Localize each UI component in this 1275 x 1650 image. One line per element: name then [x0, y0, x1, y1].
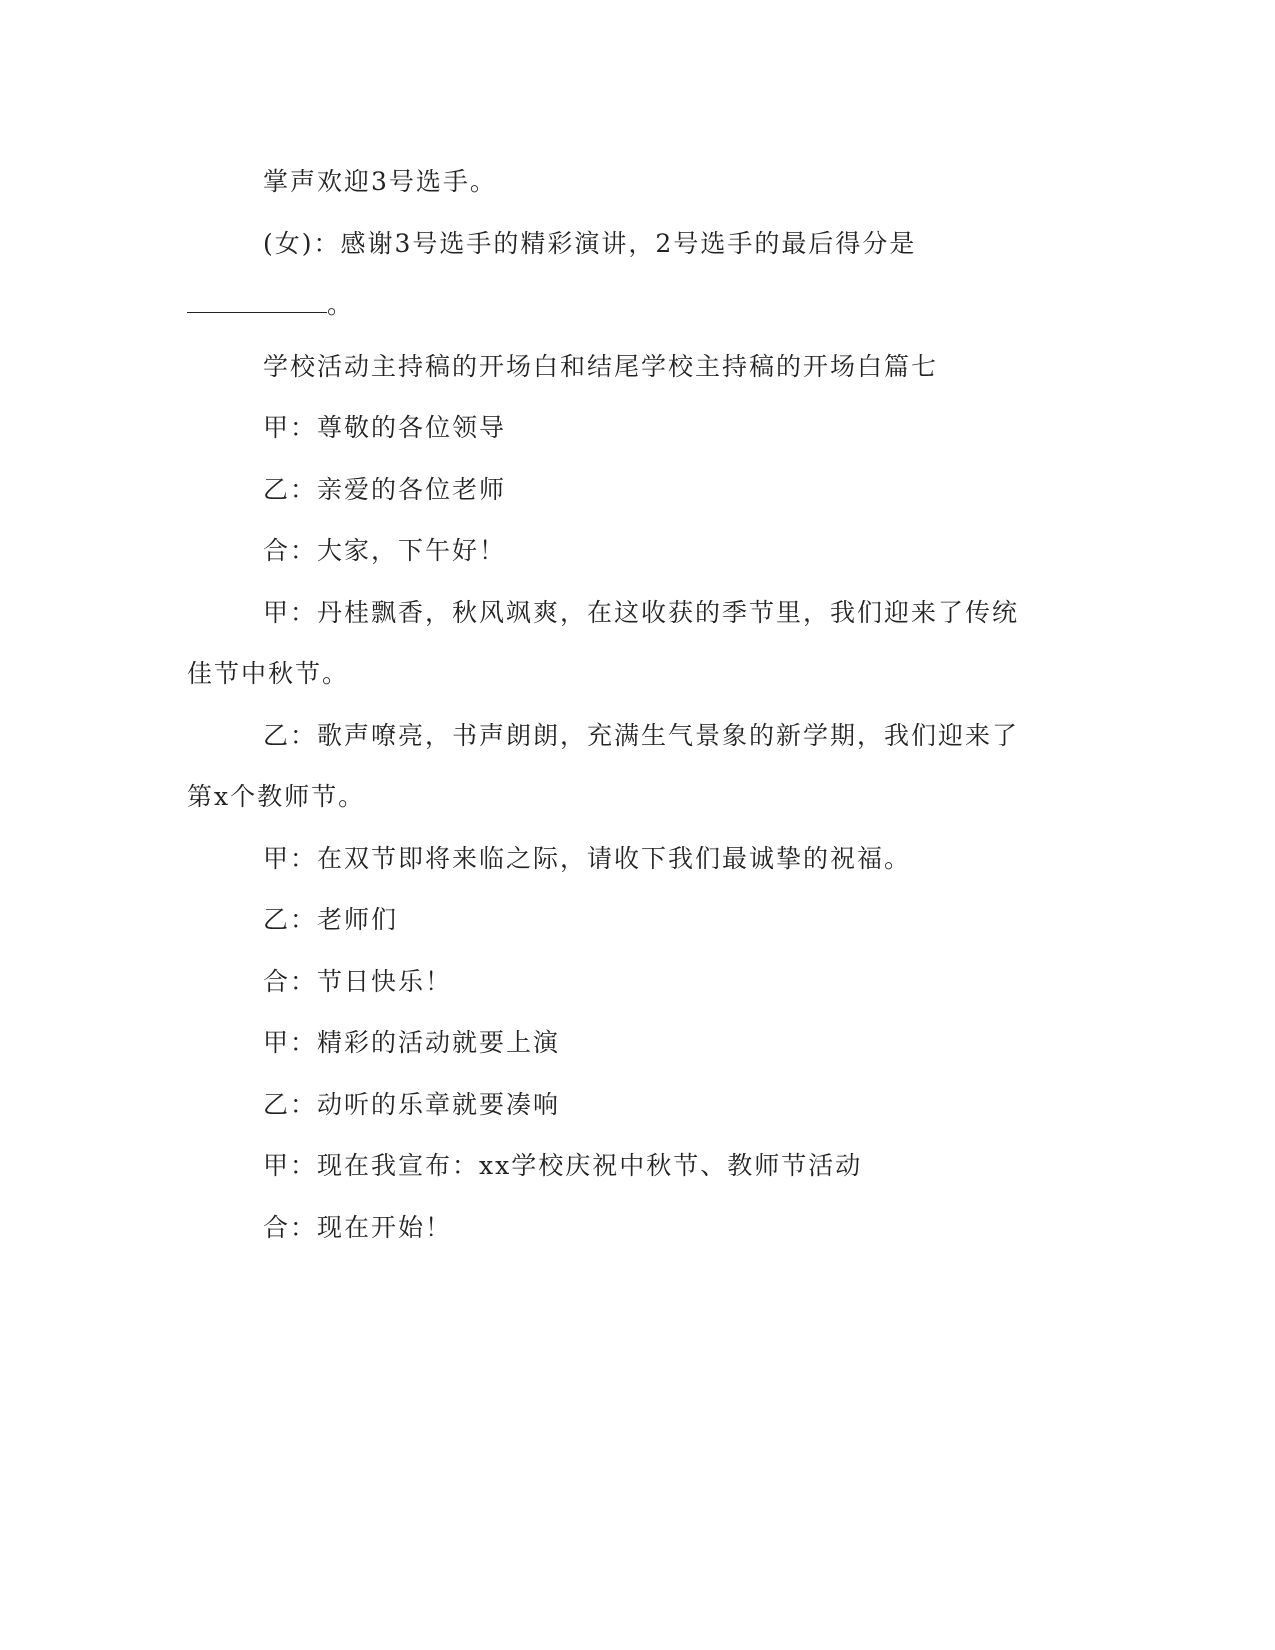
paragraph-line	[187, 654, 1067, 716]
line-text: 乙：动听的乐章就要凑响	[263, 1089, 561, 1119]
paragraph-line	[187, 162, 1067, 224]
paragraph-line	[187, 224, 1067, 286]
line-text: 合：现在开始！	[263, 1212, 453, 1242]
line-text: 甲：尊敬的各位领导	[263, 413, 507, 442]
paragraph-line	[187, 716, 1067, 778]
paragraph-line	[187, 777, 1067, 839]
paragraph-line	[187, 1146, 1067, 1208]
line-text: 合：大家，下午好！	[263, 536, 507, 565]
paragraph-line	[187, 593, 1067, 655]
heading-text: 学校活动主持稿的开场白和结尾学校主持稿的开场白篇七	[263, 351, 939, 381]
paragraph-line	[187, 470, 1067, 532]
paragraph-line	[187, 962, 1067, 1024]
paragraph-line	[187, 1208, 1067, 1270]
line-text: 甲：在双节即将来临之际，请收下我们最诚挚的祝福。	[263, 843, 912, 873]
document-body	[187, 162, 1067, 1269]
section-heading	[187, 347, 1067, 409]
line-text: (女)：感谢3号选手的精彩演讲，2号选手的最后得分是	[263, 228, 917, 258]
line-text: 乙：亲爱的各位老师	[263, 474, 507, 504]
line-text: 第x个教师节。	[187, 782, 366, 811]
line-text: 乙：歌声嘹亮，书声朗朗，充满生气景象的新学期，我们迎来了	[263, 720, 1020, 750]
line-text: 乙：老师们	[263, 905, 399, 934]
paragraph-line	[187, 531, 1067, 593]
paragraph-line	[187, 1085, 1067, 1147]
line-text: 甲：丹桂飘香，秋风飒爽，在这收获的季节里，我们迎来了传统	[263, 597, 1020, 627]
line-text: 甲：精彩的活动就要上演	[263, 1028, 561, 1057]
paragraph-line	[187, 285, 1067, 347]
line-text: 佳节中秋节。	[187, 659, 350, 688]
fill-in-blank	[187, 290, 327, 313]
line-text: 。	[327, 290, 355, 319]
paragraph-line	[187, 408, 1067, 470]
paragraph-line	[187, 1023, 1067, 1085]
paragraph-line	[187, 900, 1067, 962]
line-text: 甲：现在我宣布：xx学校庆祝中秋节、教师节活动	[263, 1151, 863, 1180]
paragraph-line	[187, 839, 1067, 901]
line-text: 掌声欢迎3号选手。	[263, 167, 497, 196]
line-text: 合：节日快乐！	[263, 966, 453, 996]
